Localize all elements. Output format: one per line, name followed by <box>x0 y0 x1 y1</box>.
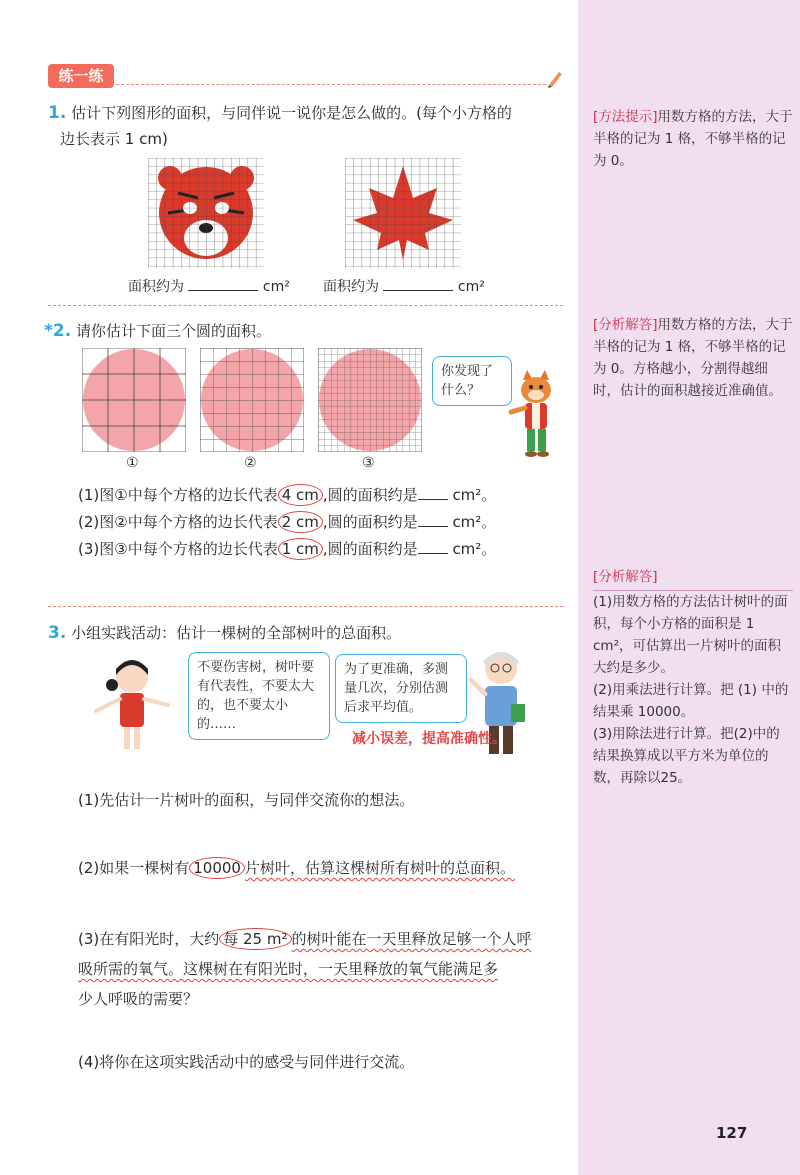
q2-sub-3-post: ,圆的面积约是 <box>322 540 418 558</box>
q3-man-bubble: 为了更准确，多测量几次，分别估测后求平均值。 <box>335 654 467 723</box>
q2-sub-1-post: ,圆的面积约是 <box>322 486 418 504</box>
q3-sub-2 <box>78 855 515 881</box>
tip3-line-3: (3)用除法进行计算。把(2)中的结果换算成以平方米为单位的数，再除以25。 <box>593 726 780 786</box>
sidebar-tip-2 <box>593 314 793 402</box>
girl-character-icon <box>88 655 178 755</box>
q1-answer-1 <box>128 276 290 296</box>
circle-grid-2 <box>200 348 304 452</box>
tip3-line-2: (2)用乘法进行计算。把 (1) 中的结果乘 10000。 <box>593 682 789 720</box>
divider-1 <box>48 305 563 306</box>
q2-sub-3-blank[interactable] <box>418 539 448 554</box>
q3-sub-2-mark: 10000 <box>189 857 245 879</box>
q3-sub-2-post: 片树叶，估算这棵树所有树叶的总面积。 <box>244 859 515 877</box>
q3-prompt <box>48 620 401 646</box>
q3-sub-3 <box>78 924 568 1014</box>
tip3-line-1: (1)用数方格的方法估计树叶的面积，每个小方格的面积是 1 cm²，可估算出一片树叶的面积大约是多少。 <box>593 594 788 676</box>
tiger-grid-figure <box>148 158 264 268</box>
tip1-text: 用数方格的方法，大于半格的记为 1 格，不够半格的记为 0。 <box>593 109 793 169</box>
page-number: 127 <box>716 1124 748 1142</box>
q1-text-a: 估计下列图形的面积，与同伴说一说你是怎么做的。(每个小方格的 <box>71 104 512 122</box>
q1-number: 1. <box>48 103 67 123</box>
q2-sub-3-pre: (3)图③中每个方格的边长代表 <box>78 540 278 558</box>
header-divider <box>116 84 546 85</box>
q2-sub-2-blank[interactable] <box>418 512 448 527</box>
q2-sub-1-pre: (1)图①中每个方格的边长代表 <box>78 486 278 504</box>
q1-answer-blank-1[interactable] <box>188 276 258 291</box>
q3-sub-1 <box>78 787 414 813</box>
pencil-icon <box>546 68 564 88</box>
circle-grid-1 <box>82 348 186 452</box>
q3-text: 小组实践活动：估计一棵树的全部树叶的总面积。 <box>71 624 402 642</box>
q1-text-b: 边长表示 1 cm) <box>60 130 168 148</box>
q3-sub-2-pre: (2)如果一棵树有 <box>78 859 190 877</box>
circle-label-1: ① <box>126 455 139 471</box>
tip2-tag: [分析解答] <box>593 317 658 333</box>
divider-2 <box>48 606 563 607</box>
tip1-tag: [方法提示] <box>593 109 658 125</box>
tip2-text: 用数方格的方法，大于半格的记为 1 格，不够半格的记为 0。方格越小，分割得越细时，估计的面积越接近准确值。 <box>593 317 793 399</box>
q1-area-label-1: 面积约为 <box>128 279 184 295</box>
circle-grid-3 <box>318 348 422 452</box>
q2-number: *2. <box>44 321 72 341</box>
q3-sub-3-mid: 的树叶能在一天里释放足够一个人呼 <box>291 930 532 948</box>
q1-unit-2: cm² <box>457 279 485 295</box>
q2-sub-2-pre: (2)图②中每个方格的边长代表 <box>78 513 278 531</box>
q2-sub-3-unit: cm²。 <box>452 540 497 558</box>
q3-sub-3-line3: 少人呼吸的需要？ <box>78 990 199 1008</box>
q3-sub-3-line2: 吸所需的氧气。这棵树在有阳光时，一天里释放的氧气能满足多 <box>78 960 499 978</box>
q3-girl-bubble: 不要伤害树，树叶要有代表性，不要太大的，也不要太小的…… <box>188 652 330 740</box>
q3-sub-4-text: (4)将你在这项实践活动中的感受与同伴进行交流。 <box>78 1053 415 1071</box>
q3-sub-1-text: (1)先估计一片树叶的面积，与同伴交流你的想法。 <box>78 791 415 809</box>
tip3-tag: [分析解答] <box>593 569 658 585</box>
q2-text: 请你估计下面三个圆的面积。 <box>75 322 271 340</box>
q2-sub-3 <box>78 536 496 562</box>
q3-sub-3-pre: (3)在有阳光时，大约 <box>78 930 220 948</box>
q2-speech-bubble: 你发现了什么？ <box>432 356 512 406</box>
circle-label-2: ② <box>244 455 257 471</box>
q2-sub-2-unit: cm²。 <box>452 513 497 531</box>
q2-sub-2-mark: 2 cm <box>278 511 323 533</box>
circle-label-3: ③ <box>362 455 375 471</box>
section-title: 练一练 <box>48 64 114 88</box>
q2-sub-2 <box>78 509 496 535</box>
sidebar-tip-1 <box>593 106 793 172</box>
q1-answer-blank-2[interactable] <box>383 276 453 291</box>
fox-character-icon <box>505 368 565 460</box>
q1-unit-1: cm² <box>262 279 290 295</box>
q2-sub-1-mark: 4 cm <box>278 484 323 506</box>
q1-answer-2 <box>323 276 485 296</box>
q1-area-label-2: 面积约为 <box>323 279 379 295</box>
q2-sub-1-blank[interactable] <box>418 485 448 500</box>
q3-red-note: 减小误差，提高准确性。 <box>352 731 506 747</box>
q3-sub-3-mark: 每 25 m² <box>219 928 291 950</box>
q3-sub-4 <box>78 1049 414 1075</box>
q2-sub-1-unit: cm²。 <box>452 486 497 504</box>
q1-prompt <box>48 100 568 152</box>
q2-sub-2-post: ,圆的面积约是 <box>322 513 418 531</box>
q2-sub-1 <box>78 482 496 508</box>
q2-sub-3-mark: 1 cm <box>278 538 323 560</box>
q3-number: 3. <box>48 623 67 643</box>
sidebar-tip-3 <box>593 566 793 789</box>
maple-leaf-grid-figure <box>345 158 461 268</box>
q2-prompt <box>44 318 271 344</box>
